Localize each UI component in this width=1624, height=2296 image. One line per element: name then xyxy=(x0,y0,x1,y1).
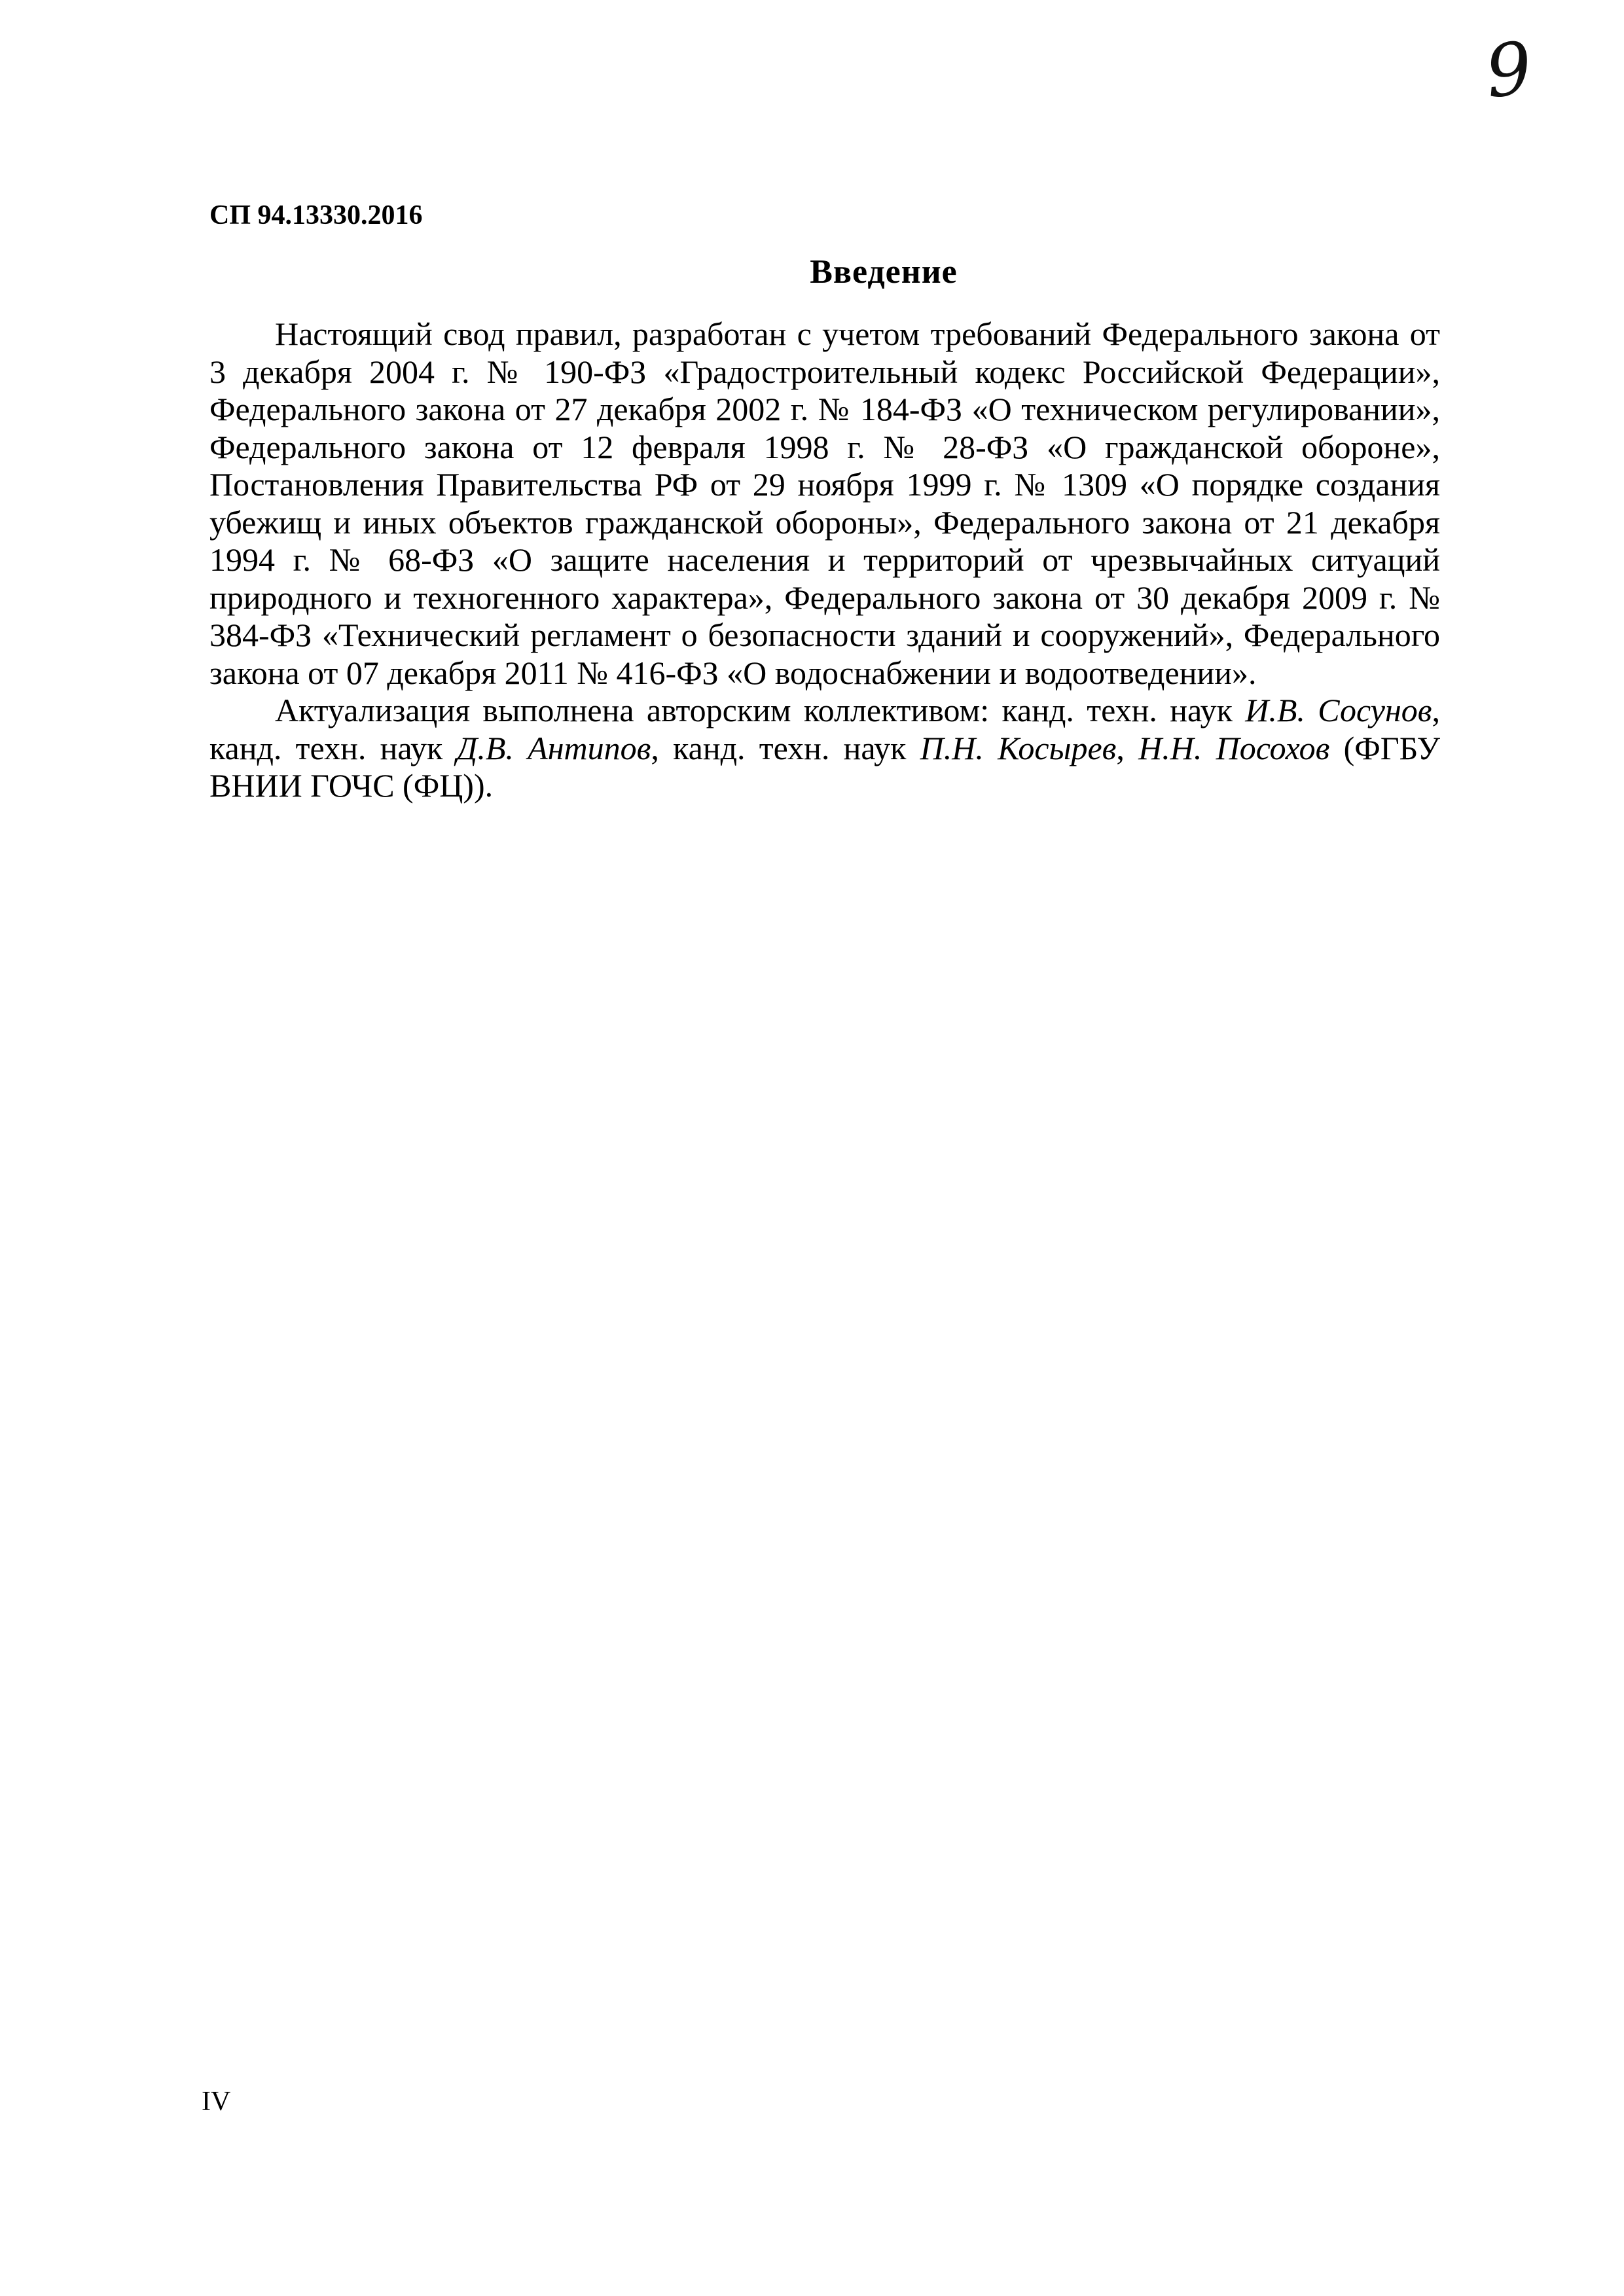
document-body xyxy=(209,315,1440,805)
author-name: Д.В. Антипов xyxy=(456,729,651,766)
document-code: СП 94.13330.2016 xyxy=(209,200,423,230)
author-name: Н.Н. Посохов xyxy=(1138,729,1330,766)
authors-separator: , канд. техн. наук xyxy=(209,692,1440,766)
authors-separator: , канд. техн. наук xyxy=(651,729,920,766)
authors-paragraph xyxy=(209,692,1440,805)
introduction-paragraph: Настоящий свод правил, разработан с учетом требований Федерального закона от 3 декабря 2004 г. № 190-ФЗ «Градостроительный кодекс Российской Федерации», Федерального закона от 27 декабря 2002 г. № 184-ФЗ «О техническом регулировании», Федерального закона от 12 февраля 1998 г. № 28-ФЗ «О гражданской обороне», Постановления Правительства РФ от 29 ноября 1999 г. № 1309 «О порядке создания убежищ и иных объектов гражданской обороны», Федерального закона от 21 декабря 1994 г. № 68-ФЗ «О защите населения и территорий от чрезвычайных ситуаций природного и техногенного характера», Федерального закона от 30 декабря 2009 г. № 384-ФЗ «Технический регламент о безопасности зданий и сооружений», Федерального закона от 07 декабря 2011 № 416-ФЗ «О водоснабжении и водоотведении». xyxy=(209,315,1440,691)
page-number: IV xyxy=(202,2087,231,2117)
author-name: И.В. Сосунов xyxy=(1245,692,1432,728)
section-title: Введение xyxy=(810,253,958,291)
organization-text: (ФГБУ ВНИИ ГОЧС (ФЦ)). xyxy=(209,729,1440,804)
handwritten-page-number: 9 xyxy=(1481,26,1536,115)
author-name: П.Н. Косырев xyxy=(920,729,1117,766)
authors-separator: , xyxy=(1116,729,1139,766)
authors-intro-text: Актуализация выполнена авторским коллективом: канд. техн. наук xyxy=(275,692,1246,728)
